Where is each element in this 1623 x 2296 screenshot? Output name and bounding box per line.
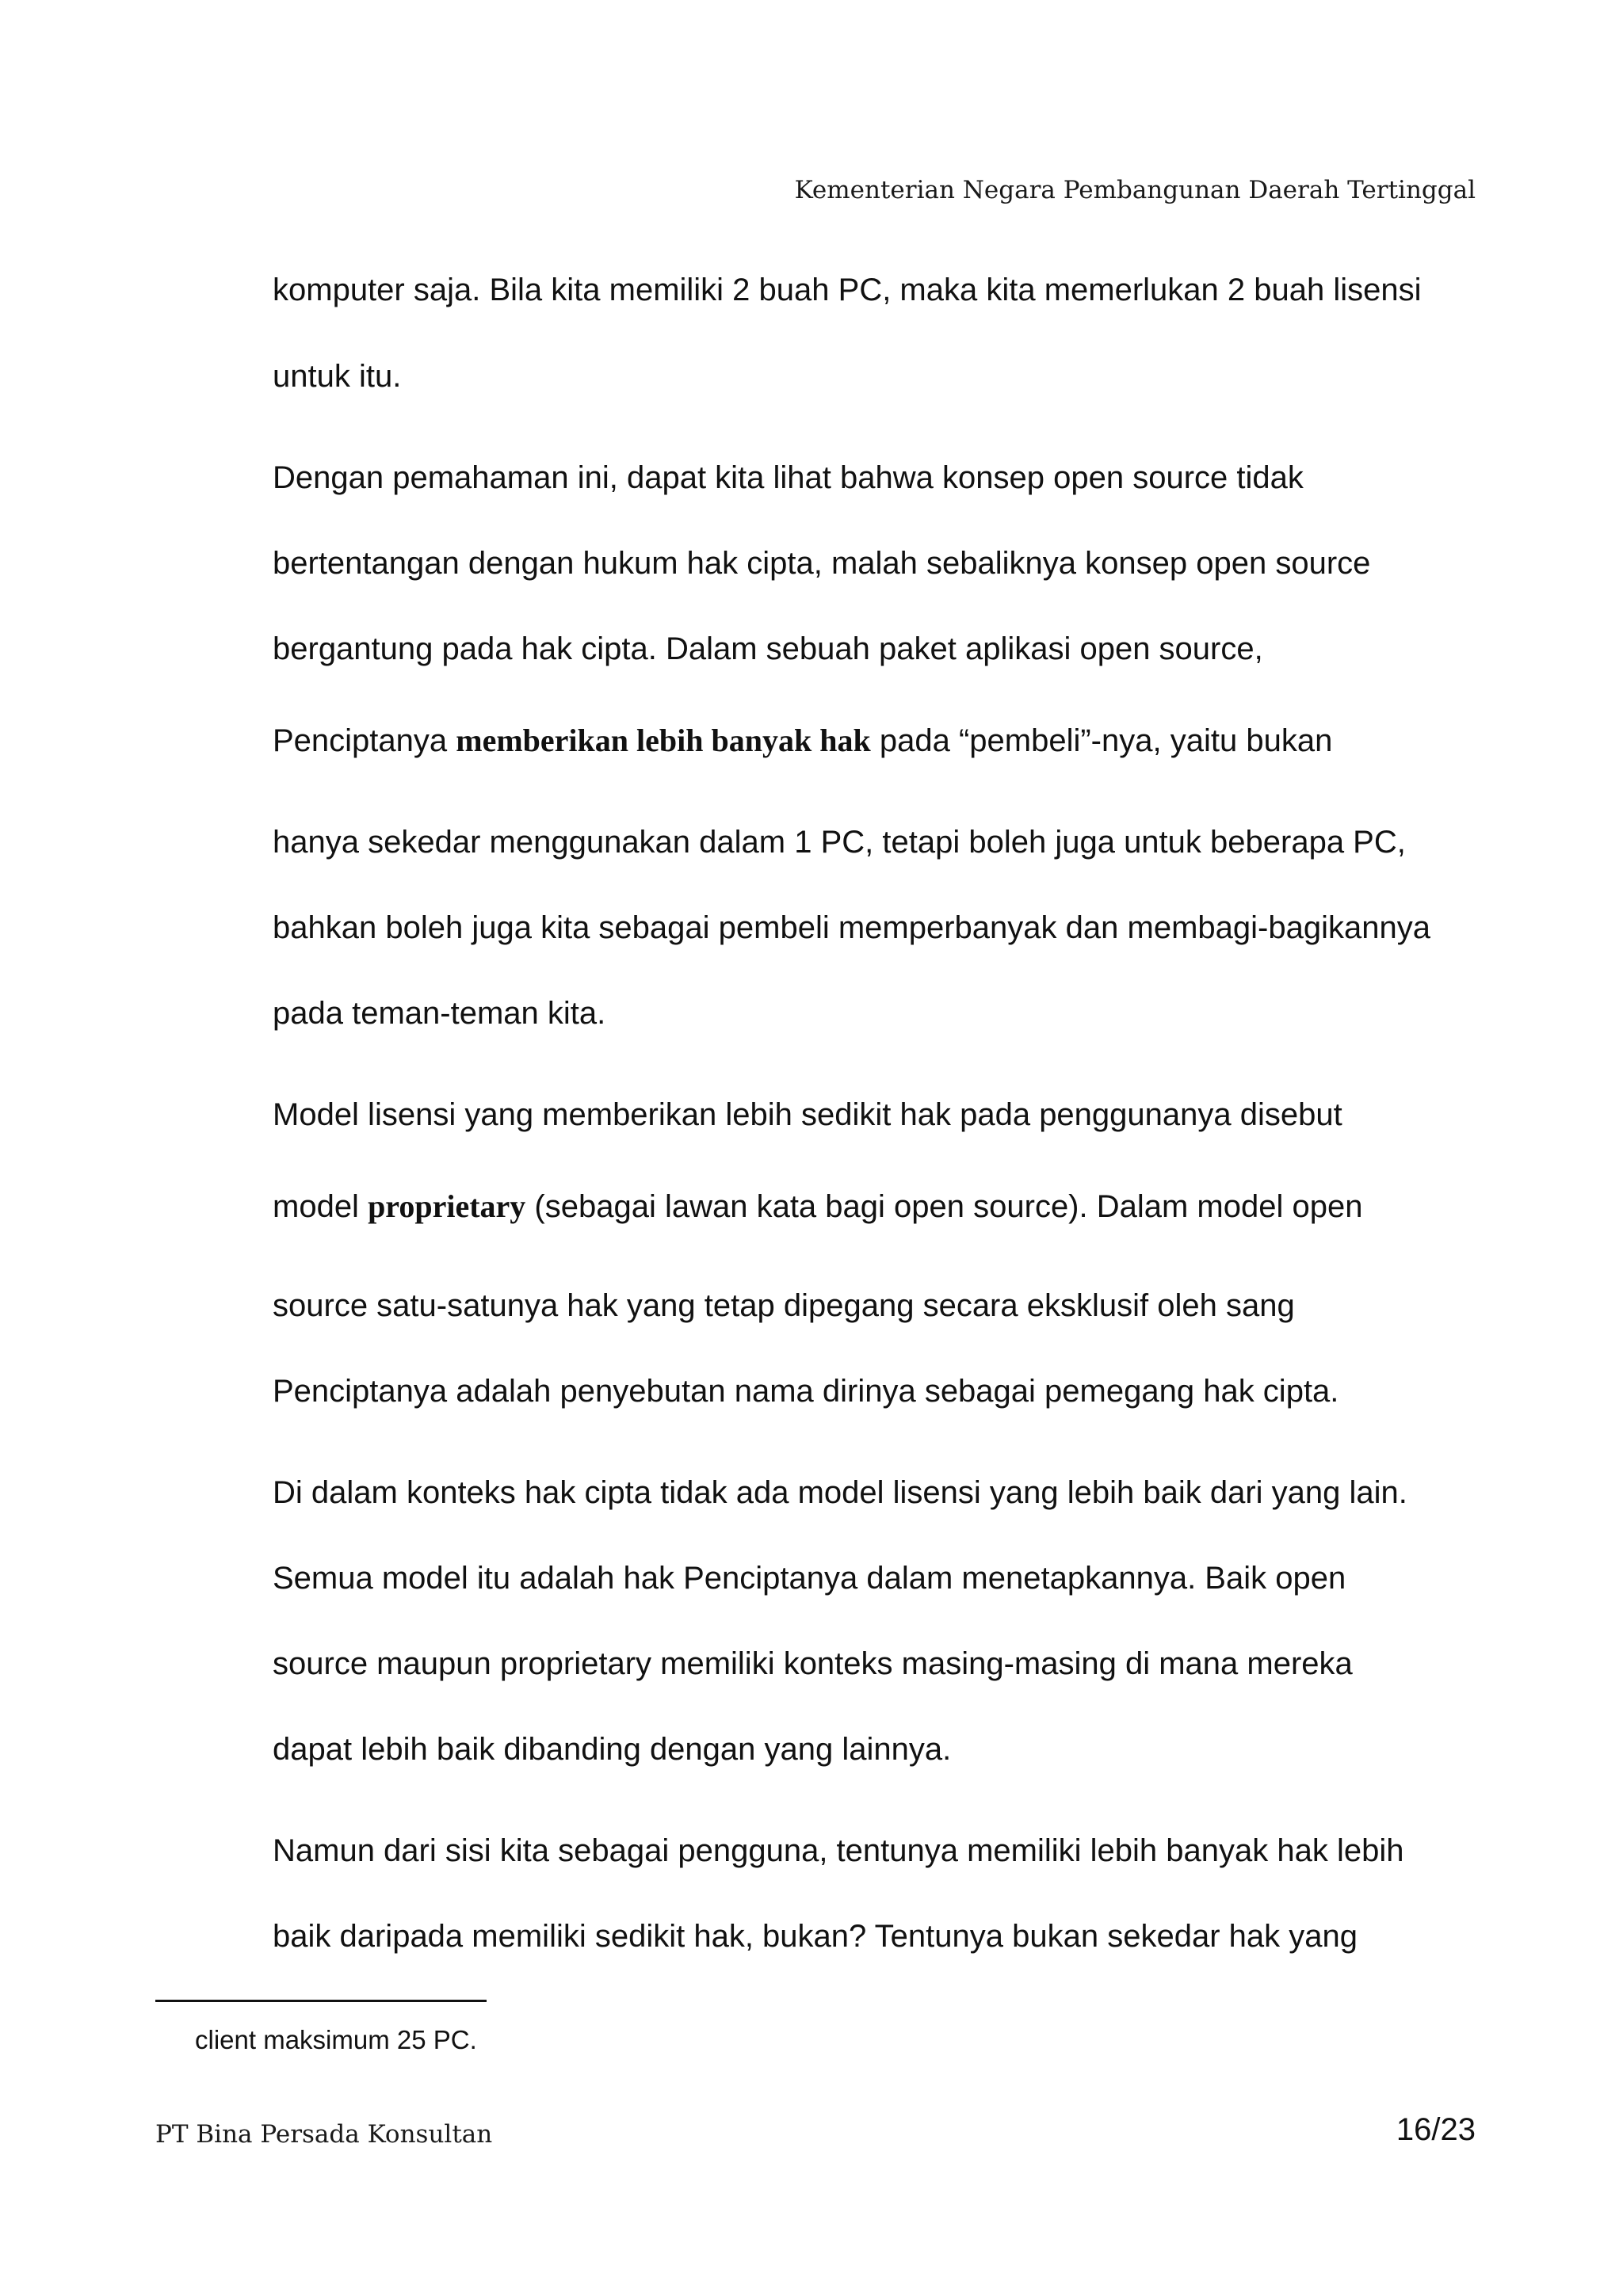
body-line: Namun dari sisi kita sebagai pengguna, tentunya memiliki lebih banyak hak lebih bbox=[273, 1833, 1404, 1868]
body-line: bergantung pada hak cipta. Dalam sebuah paket aplikasi open source, bbox=[273, 631, 1263, 666]
body-line: untuk itu. bbox=[273, 359, 402, 394]
body-line: bahkan boleh juga kita sebagai pembeli memperbanyak dan membagi-bagikannya bbox=[273, 910, 1430, 945]
body-line-with-emphasis bbox=[273, 725, 1332, 757]
page-number: 16/23 bbox=[1396, 2112, 1476, 2147]
body-line: hanya sekedar menggunakan dalam 1 PC, tetapi boleh juga untuk beberapa PC, bbox=[273, 825, 1406, 860]
footnote-text: client maksimum 25 PC. bbox=[195, 2025, 477, 2054]
body-line: pada teman-teman kita. bbox=[273, 996, 606, 1031]
body-line: Dengan pemahaman ini, dapat kita lihat bahwa konsep open source tidak bbox=[273, 460, 1304, 495]
text-run: (sebagai lawan kata bagi open source). Dalam model open bbox=[525, 1189, 1363, 1224]
text-run: model bbox=[273, 1189, 369, 1224]
body-line: komputer saja. Bila kita memiliki 2 buah PC, maka kita memerlukan 2 buah lisensi bbox=[273, 273, 1422, 307]
running-header: Kementerian Negara Pembangunan Daerah Tertinggal bbox=[794, 176, 1476, 204]
bold-emphasis: memberikan lebih banyak hak bbox=[456, 723, 871, 758]
body-line: source maupun proprietary memiliki konteks masing-masing di mana mereka bbox=[273, 1646, 1353, 1681]
body-line-with-emphasis bbox=[273, 1188, 1363, 1224]
footnote-separator bbox=[155, 2000, 487, 2002]
bold-emphasis: proprietary bbox=[368, 1188, 526, 1224]
body-line: baik daripada memiliki sedikit hak, bukan? Tentunya bukan sekedar hak yang bbox=[273, 1919, 1358, 1954]
body-line: source satu-satunya hak yang tetap dipegang secara eksklusif oleh sang bbox=[273, 1288, 1295, 1323]
body-line: Semua model itu adalah hak Penciptanya dalam menetapkannya. Baik open bbox=[273, 1561, 1346, 1596]
text-run: Penciptanya bbox=[273, 723, 456, 758]
body-line: Penciptanya adalah penyebutan nama dirinya sebagai pemegang hak cipta. bbox=[273, 1374, 1339, 1409]
body-line: Di dalam konteks hak cipta tidak ada model lisensi yang lebih baik dari yang lain. bbox=[273, 1475, 1407, 1510]
body-line: bertentangan dengan hukum hak cipta, malah sebaliknya konsep open source bbox=[273, 546, 1371, 581]
body-line: Model lisensi yang memberikan lebih sedikit hak pada penggunanya disebut bbox=[273, 1097, 1342, 1132]
footer-company: PT Bina Persada Konsultan bbox=[155, 2120, 493, 2149]
text-run: pada “pembeli”-nya, yaitu bukan bbox=[870, 723, 1333, 758]
body-line: dapat lebih baik dibanding dengan yang lainnya. bbox=[273, 1732, 952, 1767]
